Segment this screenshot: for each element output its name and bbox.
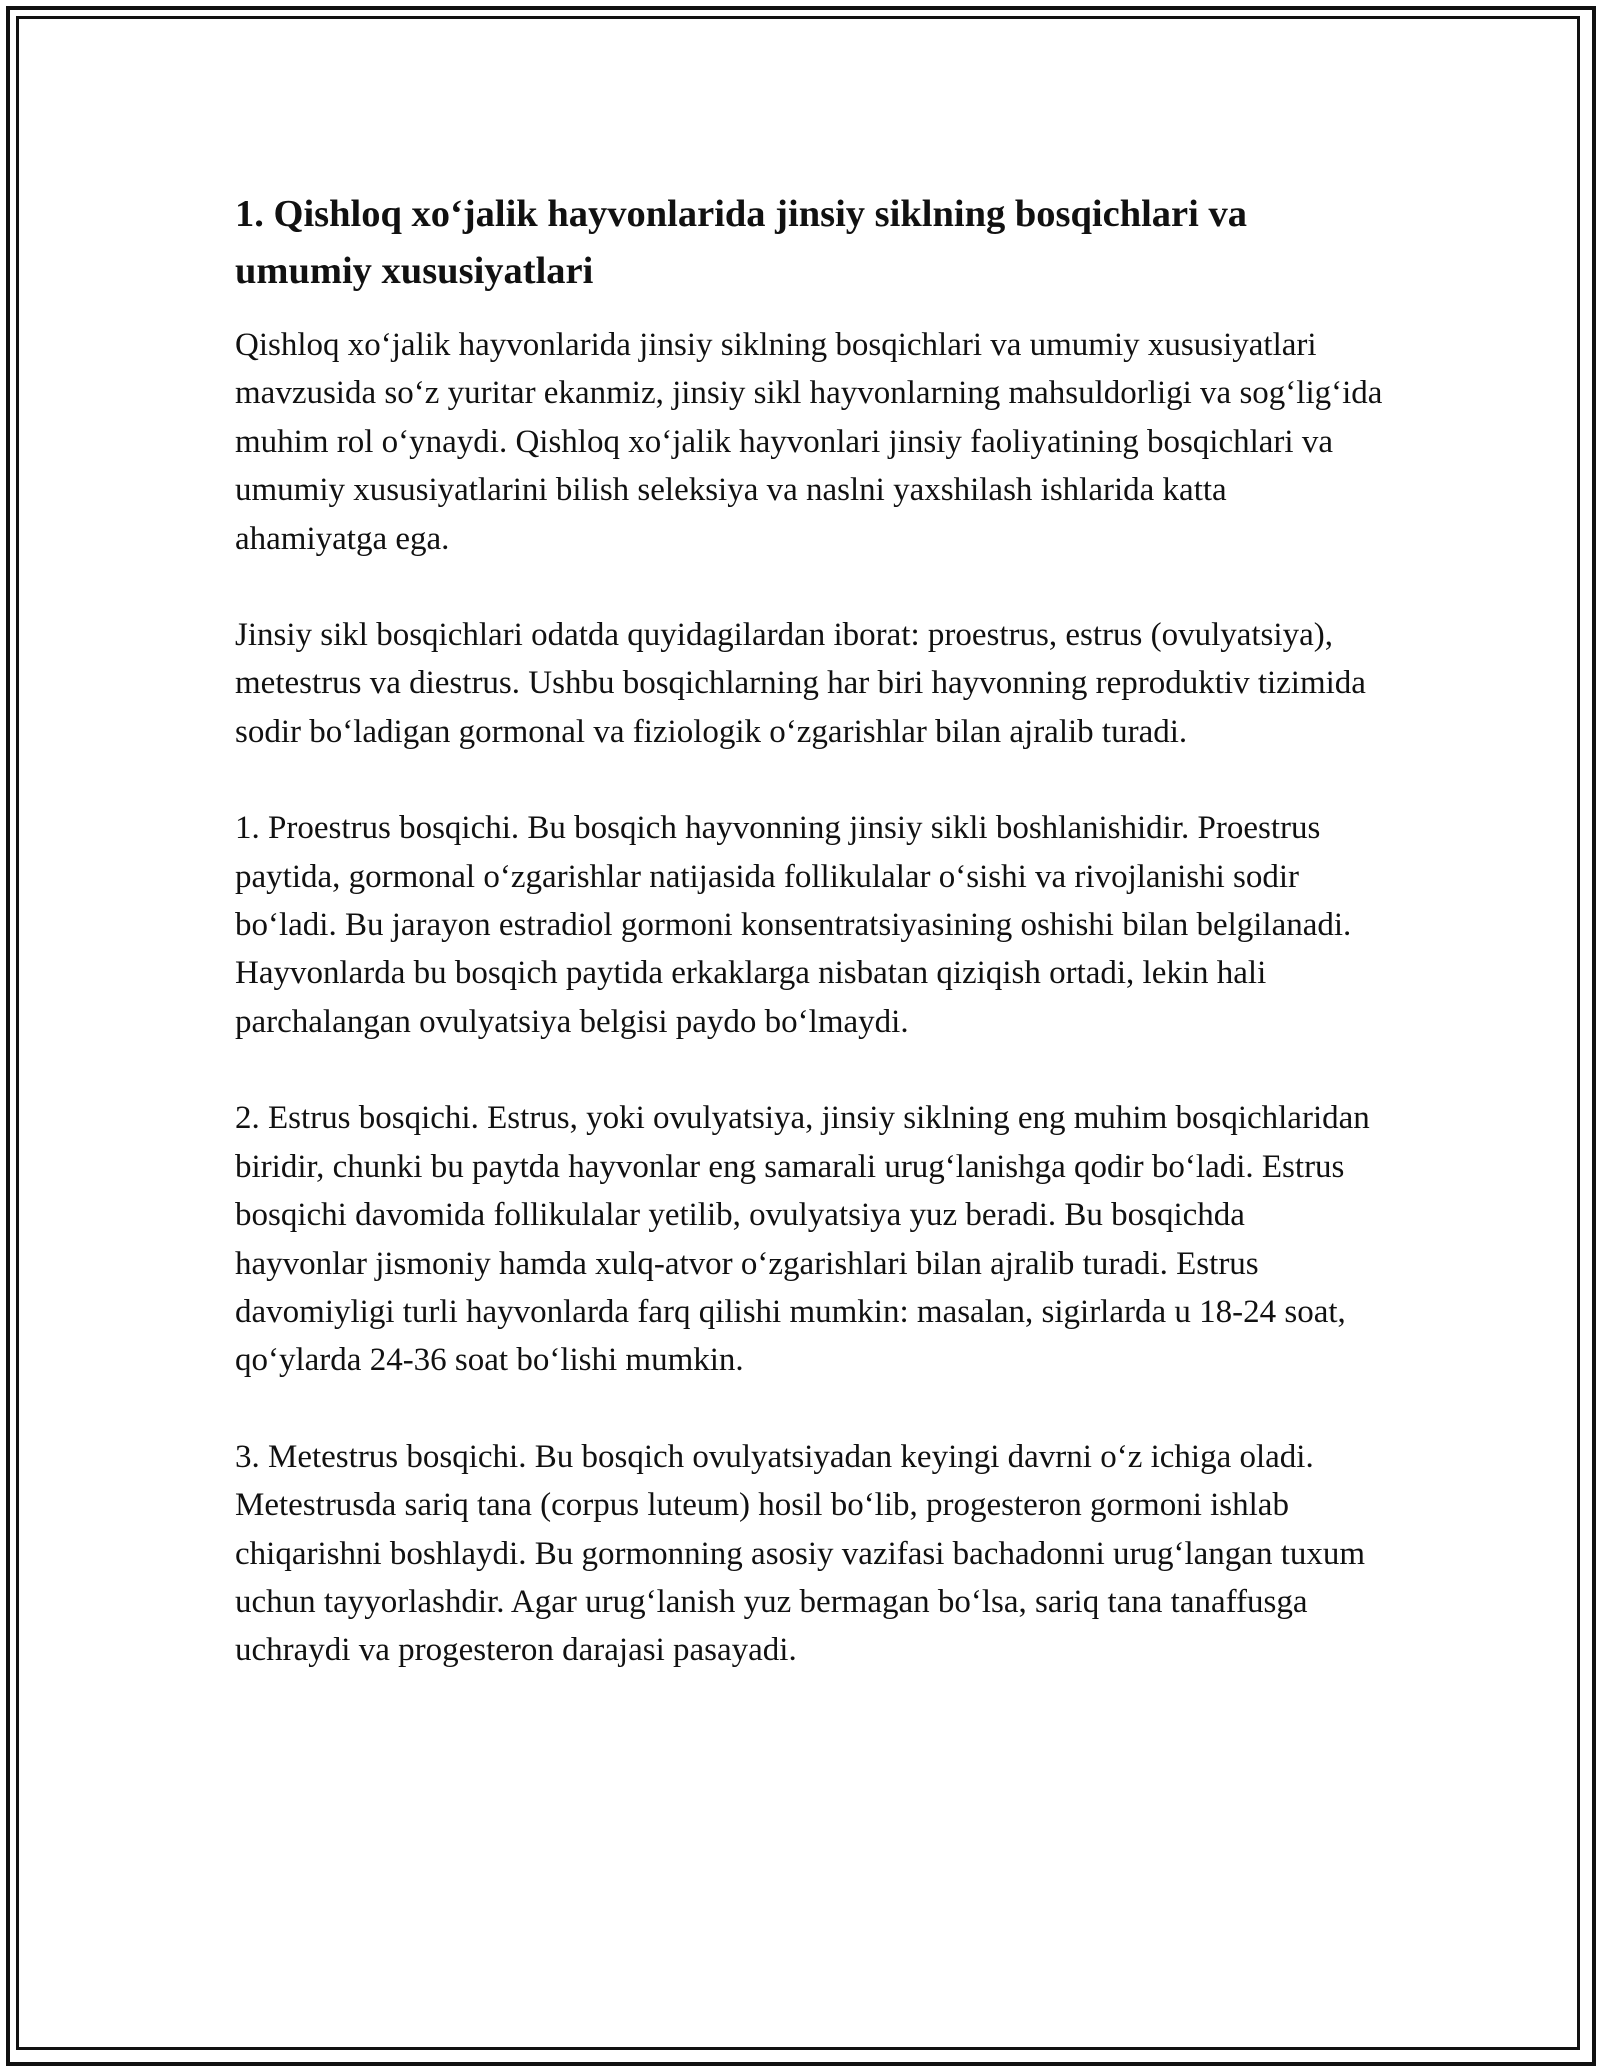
paragraph-metestrus: 3. Metestrus bosqichi. Bu bosqich ovulyatsiyadan keyingi davrni o‘z ichiga oladi. Metestrusda sariq tana (corpus luteum) hosil bo‘lib, progesteron gormoni ishlab chiqarishni boshlaydi. Bu gormonning asosiy vazifasi bachadonni urug‘langan tuxum uchun tayyorlashdir. Agar urug‘lanish yuz bermagan bo‘lsa, sariq tana tanaffusga uchraydi va progesteron darajasi pasayadi. — [235, 1438, 1366, 1669]
paragraph-intro: Qishloq xo‘jalik hayvonlarida jinsiy siklning bosqichlari va umumiy xususiyatlari mavzusida so‘z yuritar ekanmiz, jinsiy sikl hayvonlarning mahsuldorligi va sog‘lig‘ida muhim rol o‘ynaydi. Qishloq xo‘jalik hayvonlari jinsiy faoliyatining bosqichlari va umumiy xususiyatlarini bilish seleksiya va naslni yaxshilash ishlarida katta ahamiyatga ega. — [235, 327, 1383, 557]
document-body — [235, 186, 1385, 1675]
section-heading: 1. Qishloq xo‘jalik hayvonlarida jinsiy siklning bosqichlari va umumiy xususiyatlari — [235, 193, 1247, 292]
paragraph-estrus: 2. Estrus bosqichi. Estrus, yoki ovulyatsiya, jinsiy siklning eng muhim bosqichlaridan biridir, chunki bu paytda hayvonlar eng samarali urug‘lanishga qodir bo‘ladi. Estrus bosqichi davomida follikulalar yetilib, ovulyatsiya yuz beradi. Bu bosqichda hayvonlar jismoniy hamda xulq-atvor o‘zgarishlari bilan ajralib turadi. Estrus davomiyligi turli hayvonlarda farq qilishi mumkin: masalan, sigirlarda u 18-24 soat, qo‘ylarda 24-36 soat bo‘lishi mumkin. — [235, 1100, 1370, 1379]
paragraph-stages-overview: Jinsiy sikl bosqichlari odatda quyidagilardan iborat: proestrus, estrus (ovulyatsiya), metestrus va diestrus. Ushbu bosqichlarning har biri hayvonning reproduktiv tizimida sodir bo‘ladigan gormonal va fiziologik o‘zgarishlar bilan ajralib turadi. — [235, 617, 1366, 750]
paragraph-proestrus: 1. Proestrus bosqichi. Bu bosqich hayvonning jinsiy sikli boshlanishidir. Proestrus paytida, gormonal o‘zgarishlar natijasida follikulalar o‘sishi va rivojlanishi sodir bo‘ladi. Bu jarayon estradiol gormoni konsentratsiyasining oshishi bilan belgilanadi. Hayvonlarda bu bosqich paytida erkaklarga nisbatan qiziqish ortadi, lekin hali parchalangan ovulyatsiya belgisi paydo bo‘lmaydi. — [235, 810, 1352, 1040]
